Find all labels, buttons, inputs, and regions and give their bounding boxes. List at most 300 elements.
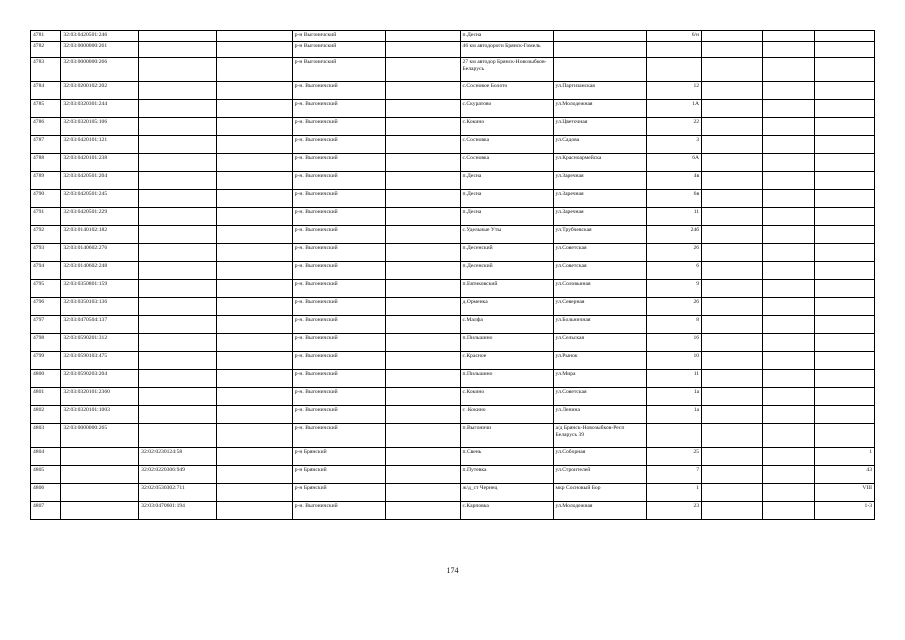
table-cell [216, 424, 292, 448]
table-cell [216, 448, 292, 466]
table-cell [815, 226, 875, 244]
table-row [31, 406, 875, 424]
table-cell [216, 280, 292, 298]
table-cell: с.Кокино [460, 388, 553, 406]
table-cell [61, 484, 139, 502]
table-cell: р-н. Выгоничский [292, 244, 385, 262]
table-cell: п.Десна [460, 172, 553, 190]
table-cell [762, 262, 815, 280]
table-cell [216, 82, 292, 100]
table-row [31, 136, 875, 154]
table-cell: 4802 [31, 406, 61, 424]
table-row [31, 154, 875, 172]
table-cell [815, 334, 875, 352]
table-cell [385, 226, 460, 244]
table-cell: р-н. Выгоничский [292, 352, 385, 370]
table-row [31, 42, 875, 58]
table-cell [385, 484, 460, 502]
table-cell: 4797 [31, 316, 61, 334]
table-cell: 32:03:0000000:266 [61, 58, 139, 82]
table-cell: п.Десна [460, 208, 553, 226]
table-cell [762, 154, 815, 172]
table-cell: 32:03:0320101:2360 [61, 388, 139, 406]
table-cell [385, 388, 460, 406]
table-cell: р-н. Выгоничский [292, 226, 385, 244]
table-cell: р-н. Выгоничский [292, 280, 385, 298]
table-cell [385, 280, 460, 298]
table-cell: п.Евтиковский [460, 280, 553, 298]
table-cell [385, 82, 460, 100]
table-cell [815, 262, 875, 280]
document-page [30, 30, 875, 520]
table-cell [385, 406, 460, 424]
table-cell: 32:03:0140602:276 [61, 244, 139, 262]
table-cell [385, 448, 460, 466]
table-cell [762, 316, 815, 334]
table-row [31, 262, 875, 280]
table-cell [385, 316, 460, 334]
table-cell: ул.Советская [553, 244, 646, 262]
table-cell: 32:02:0230124:58 [139, 448, 217, 466]
table-cell: 11 [646, 208, 702, 226]
table-cell [216, 190, 292, 208]
table-cell: 4795 [31, 280, 61, 298]
table-cell [702, 262, 763, 280]
table-cell [762, 298, 815, 316]
table-cell: с.Карповка [460, 502, 553, 520]
table-cell [216, 136, 292, 154]
table-cell [139, 154, 217, 172]
table-cell [139, 316, 217, 334]
table-cell: с .Кокино [460, 406, 553, 424]
table-cell [139, 82, 217, 100]
table-cell: 22 [646, 118, 702, 136]
table-cell: 11 [646, 370, 702, 388]
table-cell: 32:03:0420501:245 [61, 190, 139, 208]
table-cell: с.Сосновка [460, 154, 553, 172]
table-cell: р-н. Выгоничский [292, 208, 385, 226]
table-cell [762, 42, 815, 58]
table-row [31, 448, 875, 466]
table-cell [385, 100, 460, 118]
table-cell: с.Малфа [460, 316, 553, 334]
table-row [31, 334, 875, 352]
table-cell [216, 406, 292, 424]
table-cell: р-н. Выгоничский [292, 388, 385, 406]
table-cell [815, 316, 875, 334]
table-row [31, 208, 875, 226]
table-cell: 4806 [31, 484, 61, 502]
table-cell: с.Удельные Уты [460, 226, 553, 244]
table-cell: п.Пильшино [460, 370, 553, 388]
table-cell: р-н Брянский [292, 448, 385, 466]
table-cell [762, 31, 815, 42]
table-cell [762, 448, 815, 466]
table-cell: 26 [646, 244, 702, 262]
table-cell [815, 190, 875, 208]
table-cell [702, 226, 763, 244]
table-cell [216, 31, 292, 42]
table-cell: ул.Заречная [553, 190, 646, 208]
table-cell: ул.Рынок [553, 352, 646, 370]
table-cell [815, 406, 875, 424]
table-row [31, 190, 875, 208]
table-cell: 4793 [31, 244, 61, 262]
table-cell: п.Десна [460, 190, 553, 208]
table-cell: 23 [646, 502, 702, 520]
table-cell: р-н Выгоничский [292, 42, 385, 58]
table-cell [762, 118, 815, 136]
table-cell: а/д Брянск-Новозыбков-Респ Беларусь 39 [553, 424, 646, 448]
table-cell: 32:03:0420501:204 [61, 172, 139, 190]
table-cell: 32:03:0420501:229 [61, 208, 139, 226]
table-cell [815, 244, 875, 262]
table-cell [216, 118, 292, 136]
table-cell: 4784 [31, 82, 61, 100]
table-cell [702, 190, 763, 208]
table-cell: ул.Цветочная [553, 118, 646, 136]
table-cell: 6 [646, 262, 702, 280]
table-cell: 4в [646, 172, 702, 190]
table-cell: ул.Партизанская [553, 82, 646, 100]
table-cell [139, 42, 217, 58]
table-row [31, 484, 875, 502]
table-cell: 43 [815, 466, 875, 484]
table-cell [702, 31, 763, 42]
table-cell [702, 406, 763, 424]
table-cell [139, 388, 217, 406]
table-cell [815, 424, 875, 448]
table-cell: ул.Трубчевская [553, 226, 646, 244]
table-cell [553, 58, 646, 82]
table-cell: с.Скуратово [460, 100, 553, 118]
table-cell [139, 352, 217, 370]
table-cell: п.Десна [460, 31, 553, 42]
table-cell [815, 352, 875, 370]
table-cell: 24б [646, 226, 702, 244]
table-cell [762, 406, 815, 424]
table-cell [139, 190, 217, 208]
table-cell [815, 370, 875, 388]
table-cell [815, 42, 875, 58]
table-cell [385, 208, 460, 226]
table-cell [385, 262, 460, 280]
table-cell [385, 244, 460, 262]
table-cell [139, 58, 217, 82]
table-cell [815, 388, 875, 406]
table-cell: р-н. Выгоничский [292, 190, 385, 208]
table-cell: р-н. Выгоничский [292, 406, 385, 424]
table-cell [139, 136, 217, 154]
table-cell [762, 244, 815, 262]
table-cell: ул.Строителей [553, 466, 646, 484]
table-cell [762, 424, 815, 448]
table-cell: 4783 [31, 58, 61, 82]
table-cell: 6в [646, 190, 702, 208]
table-cell [216, 154, 292, 172]
table-cell: 4804 [31, 448, 61, 466]
table-cell [385, 136, 460, 154]
table-cell [762, 334, 815, 352]
table-cell: 32:03:0000000:265 [61, 424, 139, 448]
table-cell: 32:02:0530302:711 [139, 484, 217, 502]
table-cell: 4800 [31, 370, 61, 388]
table-row [31, 31, 875, 42]
table-row [31, 388, 875, 406]
table-cell: р-н. Выгоничский [292, 334, 385, 352]
table-cell [216, 262, 292, 280]
table-cell: 32:02:0220306:949 [139, 466, 217, 484]
table-row [31, 82, 875, 100]
table-cell: 26 [646, 298, 702, 316]
table-cell: 1 [646, 484, 702, 502]
table-cell: ул.Сельская [553, 334, 646, 352]
table-cell: 4782 [31, 42, 61, 58]
table-cell: 8 [646, 316, 702, 334]
table-cell: мкр Сосновый Бор [553, 484, 646, 502]
table-row [31, 280, 875, 298]
table-cell: 27 км автодор Брянск-Новозыбков-Беларусь [460, 58, 553, 82]
table-cell [702, 208, 763, 226]
table-cell [762, 172, 815, 190]
table-cell [762, 136, 815, 154]
table-cell [139, 262, 217, 280]
property-table [30, 30, 875, 520]
table-cell: 25 [646, 448, 702, 466]
table-cell: 32:03:0350103:136 [61, 298, 139, 316]
table-cell: 7 [646, 466, 702, 484]
table-cell [702, 118, 763, 136]
table-cell [762, 466, 815, 484]
table-cell: ул.Северная [553, 298, 646, 316]
table-cell: р-н. Выгоничский [292, 82, 385, 100]
table-cell [139, 424, 217, 448]
table-row [31, 226, 875, 244]
table-cell [702, 352, 763, 370]
table-cell: ул.Соборная [553, 448, 646, 466]
table-cell: 9 [646, 280, 702, 298]
table-row [31, 244, 875, 262]
table-cell [702, 484, 763, 502]
table-cell: р-н. Выгоничский [292, 262, 385, 280]
table-cell [815, 100, 875, 118]
table-cell: 4785 [31, 100, 61, 118]
table-cell [61, 466, 139, 484]
table-cell [702, 298, 763, 316]
table-cell: 4789 [31, 172, 61, 190]
table-cell: 32:03:0590103:475 [61, 352, 139, 370]
table-cell [702, 154, 763, 172]
table-cell [385, 502, 460, 520]
table-cell: 4786 [31, 118, 61, 136]
table-cell [762, 280, 815, 298]
table-cell: 32:03:0470601:194 [139, 502, 217, 520]
table-cell: 4798 [31, 334, 61, 352]
table-cell: 6А [646, 154, 702, 172]
table-cell: р-н. Выгоничский [292, 298, 385, 316]
table-cell [385, 466, 460, 484]
page-number: 174 [446, 566, 459, 575]
table-cell [385, 370, 460, 388]
table-cell [815, 208, 875, 226]
table-cell [385, 118, 460, 136]
table-cell: с.Сосновое Болото [460, 82, 553, 100]
table-cell: 32:03:0320101:1003 [61, 406, 139, 424]
table-cell [762, 100, 815, 118]
table-cell [815, 58, 875, 82]
table-row [31, 298, 875, 316]
table-cell: 32:03:0000000:261 [61, 42, 139, 58]
table-row [31, 370, 875, 388]
table-cell [139, 298, 217, 316]
table-cell [216, 100, 292, 118]
table-cell: 1 [815, 448, 875, 466]
table-cell [762, 352, 815, 370]
table-cell [815, 280, 875, 298]
table-row [31, 58, 875, 82]
table-cell [216, 226, 292, 244]
table-cell: р-н. Выгоничский [292, 118, 385, 136]
table-cell: 32:03:0420101:121 [61, 136, 139, 154]
table-cell [139, 244, 217, 262]
table-cell [702, 388, 763, 406]
table-cell: 32:03:0200102:202 [61, 82, 139, 100]
table-row [31, 118, 875, 136]
table-cell: 4792 [31, 226, 61, 244]
table-cell: 4801 [31, 388, 61, 406]
table-cell [385, 172, 460, 190]
table-cell: р-н Брянский [292, 484, 385, 502]
table-cell: 4781 [31, 31, 61, 42]
table-cell: 1А [646, 100, 702, 118]
table-row [31, 502, 875, 520]
table-cell [216, 502, 292, 520]
table-cell [216, 208, 292, 226]
table-cell: 1-3 [815, 502, 875, 520]
table-cell [702, 466, 763, 484]
table-cell: п.Выгоничи [460, 424, 553, 448]
table-cell [553, 42, 646, 58]
table-cell [702, 370, 763, 388]
table-cell [385, 334, 460, 352]
table-cell [139, 334, 217, 352]
table-cell [139, 172, 217, 190]
table-cell [385, 58, 460, 82]
table-cell: VIII [815, 484, 875, 502]
table-cell [762, 370, 815, 388]
table-cell [702, 244, 763, 262]
table-cell [646, 42, 702, 58]
table-cell: ул.Садова [553, 136, 646, 154]
table-cell: с.Красное [460, 352, 553, 370]
table-cell [702, 424, 763, 448]
table-cell: 4794 [31, 262, 61, 280]
table-cell: ул.Советская [553, 262, 646, 280]
table-cell [139, 208, 217, 226]
table-cell: 4799 [31, 352, 61, 370]
table-cell: ул.Молодежная [553, 100, 646, 118]
table-cell [702, 172, 763, 190]
table-cell [216, 172, 292, 190]
table-cell: ул.Мира [553, 370, 646, 388]
table-row [31, 424, 875, 448]
table-cell: 32:03:0320301:244 [61, 100, 139, 118]
table-cell [139, 118, 217, 136]
table-cell [385, 31, 460, 42]
table-cell [815, 172, 875, 190]
table-cell: с.Сосновка [460, 136, 553, 154]
table-cell [815, 298, 875, 316]
table-cell [702, 448, 763, 466]
table-cell: 32:03:0590203:204 [61, 370, 139, 388]
table-cell: ул.Ленина [553, 406, 646, 424]
table-cell: р-н Брянский [292, 466, 385, 484]
table-cell [762, 226, 815, 244]
table-cell: р-н. Выгоничский [292, 502, 385, 520]
table-cell [702, 58, 763, 82]
table-cell [762, 208, 815, 226]
table-cell: р-н Выгоничский [292, 31, 385, 42]
table-cell [702, 136, 763, 154]
table-cell: п.Пильшино [460, 334, 553, 352]
table-cell [216, 42, 292, 58]
table-cell: р-н. Выгоничский [292, 316, 385, 334]
table-cell: ул.Заречная [553, 208, 646, 226]
table-cell: 4803 [31, 424, 61, 448]
table-row [31, 352, 875, 370]
table-cell: 32:03:0420501:246 [61, 31, 139, 42]
table-cell [216, 58, 292, 82]
table-cell: 3 [646, 136, 702, 154]
table-cell [139, 280, 217, 298]
table-cell [762, 58, 815, 82]
table-cell [61, 502, 139, 520]
table-cell: д.Орменка [460, 298, 553, 316]
table-cell [815, 31, 875, 42]
table-cell [762, 484, 815, 502]
table-cell [553, 31, 646, 42]
table-cell [385, 190, 460, 208]
table-cell [702, 502, 763, 520]
table-cell: 4790 [31, 190, 61, 208]
table-row [31, 100, 875, 118]
table-cell [815, 154, 875, 172]
table-cell: п.Десенский [460, 262, 553, 280]
table-cell: 32:03:0350801:159 [61, 280, 139, 298]
table-cell [216, 334, 292, 352]
table-cell [815, 136, 875, 154]
table-cell: р-н Выгоничский [292, 58, 385, 82]
table-cell: 12 [646, 82, 702, 100]
table-cell: ул.Советская [553, 388, 646, 406]
table-cell: 4788 [31, 154, 61, 172]
table-cell [216, 370, 292, 388]
table-cell [385, 42, 460, 58]
table-cell: 32:03:0420101:238 [61, 154, 139, 172]
table-cell [702, 316, 763, 334]
table-cell [762, 502, 815, 520]
table-cell [139, 31, 217, 42]
table-cell: 46 км автодороги Брянск-Гомель [460, 42, 553, 58]
table-cell [385, 352, 460, 370]
table-cell: ул.Красноармейска [553, 154, 646, 172]
table-cell: 32:03:0590201:312 [61, 334, 139, 352]
table-cell: с.Кокино [460, 118, 553, 136]
table-cell: ул.Молодежная [553, 502, 646, 520]
table-cell [646, 424, 702, 448]
table-cell [762, 388, 815, 406]
table-cell: 16 [646, 334, 702, 352]
